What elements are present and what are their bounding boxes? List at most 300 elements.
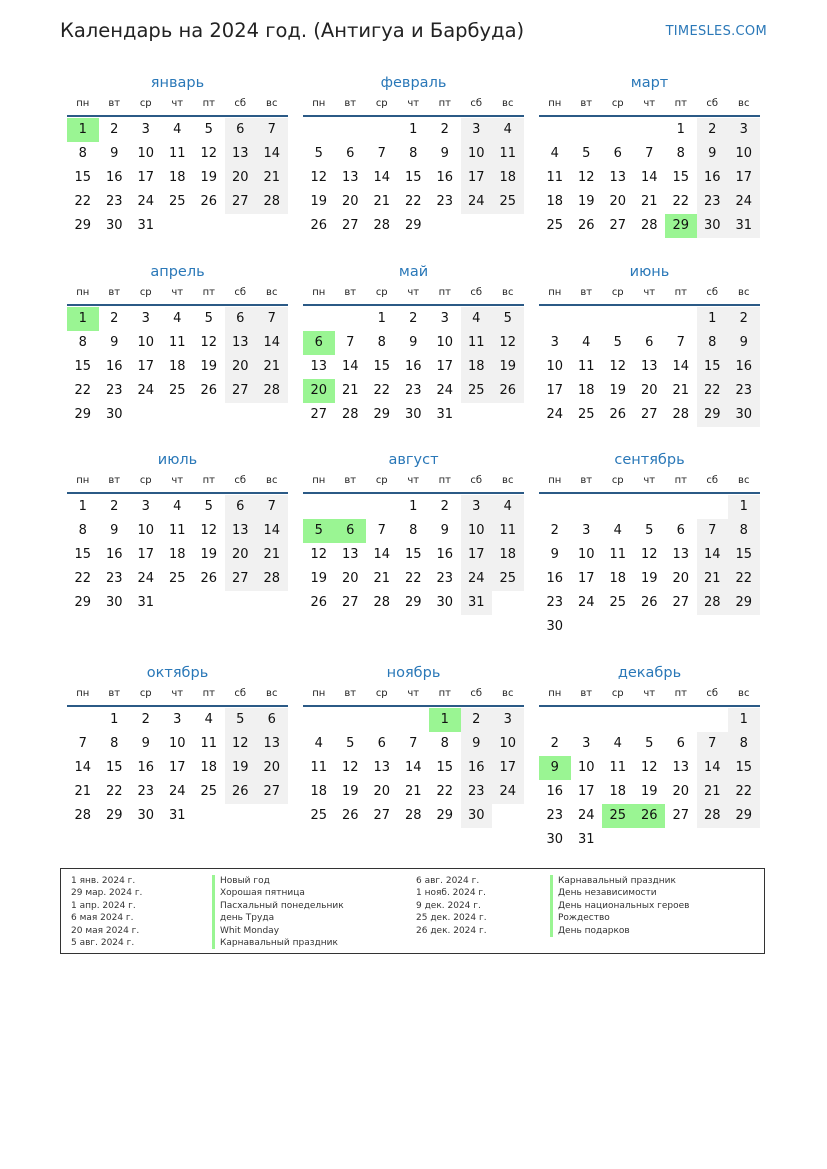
day-cell[interactable]: 28	[256, 190, 288, 214]
day-cell[interactable]: 20	[672, 784, 690, 799]
day-cell[interactable]: 20	[373, 784, 391, 799]
day-cell[interactable]: 28	[697, 804, 729, 828]
day-cell[interactable]: 22	[74, 571, 92, 586]
day-cell[interactable]: 28	[256, 379, 288, 403]
day-cell[interactable]: 27	[672, 595, 690, 610]
holiday-day-cell[interactable]: 9	[539, 756, 571, 780]
day-cell[interactable]: 30	[546, 619, 564, 634]
day-cell[interactable]: 20	[640, 383, 658, 398]
day-cell[interactable]: 2	[461, 708, 493, 732]
day-cell[interactable]: 16	[105, 547, 123, 562]
day-cell[interactable]: 26	[609, 407, 627, 422]
day-cell[interactable]: 26	[200, 571, 218, 586]
day-cell[interactable]: 5	[582, 146, 591, 161]
day-cell[interactable]: 14	[640, 170, 658, 185]
day-cell[interactable]: 14	[256, 142, 288, 166]
day-cell[interactable]: 14	[697, 756, 729, 780]
day-cell[interactable]: 5	[204, 311, 213, 326]
holiday-day-cell[interactable]: 6	[303, 331, 335, 355]
day-cell[interactable]: 18	[577, 383, 595, 398]
day-cell[interactable]: 15	[728, 756, 760, 780]
day-cell[interactable]: 9	[110, 146, 119, 161]
day-cell[interactable]: 29	[436, 808, 454, 823]
day-cell[interactable]: 3	[173, 712, 182, 727]
day-cell[interactable]: 2	[110, 122, 119, 137]
day-cell[interactable]: 29	[404, 595, 422, 610]
day-cell[interactable]: 17	[168, 760, 186, 775]
day-cell[interactable]: 29	[74, 218, 92, 233]
day-cell[interactable]: 22	[697, 379, 729, 403]
day-cell[interactable]: 10	[137, 335, 155, 350]
day-cell[interactable]: 26	[200, 383, 218, 398]
day-cell[interactable]: 30	[461, 804, 493, 828]
day-cell[interactable]: 10	[137, 523, 155, 538]
day-cell[interactable]: 10	[461, 142, 493, 166]
day-cell[interactable]: 26	[640, 595, 658, 610]
day-cell[interactable]: 4	[204, 712, 213, 727]
day-cell[interactable]: 17	[137, 170, 155, 185]
day-cell[interactable]: 9	[697, 142, 729, 166]
day-cell[interactable]: 28	[373, 218, 391, 233]
day-cell[interactable]: 27	[341, 218, 359, 233]
day-cell[interactable]: 12	[200, 335, 218, 350]
day-cell[interactable]: 30	[105, 218, 123, 233]
day-cell[interactable]: 18	[492, 166, 524, 190]
day-cell[interactable]: 8	[409, 146, 418, 161]
day-cell[interactable]: 4	[173, 311, 182, 326]
day-cell[interactable]: 22	[728, 780, 760, 804]
day-cell[interactable]: 24	[577, 595, 595, 610]
day-cell[interactable]: 20	[341, 194, 359, 209]
day-cell[interactable]: 23	[436, 571, 454, 586]
day-cell[interactable]: 29	[728, 591, 760, 615]
day-cell[interactable]: 5	[314, 146, 323, 161]
day-cell[interactable]: 12	[200, 146, 218, 161]
day-cell[interactable]: 25	[492, 190, 524, 214]
day-cell[interactable]: 18	[168, 359, 186, 374]
day-cell[interactable]: 23	[728, 379, 760, 403]
day-cell[interactable]: 4	[613, 523, 622, 538]
day-cell[interactable]: 26	[200, 194, 218, 209]
holiday-day-cell[interactable]: 26	[634, 804, 666, 828]
day-cell[interactable]: 9	[409, 335, 418, 350]
day-cell[interactable]: 29	[373, 407, 391, 422]
day-cell[interactable]: 23	[546, 595, 564, 610]
day-cell[interactable]: 3	[728, 118, 760, 142]
day-cell[interactable]: 27	[640, 407, 658, 422]
day-cell[interactable]: 24	[137, 571, 155, 586]
day-cell[interactable]: 6	[645, 335, 654, 350]
day-cell[interactable]: 10	[546, 359, 564, 374]
day-cell[interactable]: 13	[672, 547, 690, 562]
day-cell[interactable]: 29	[697, 403, 729, 427]
day-cell[interactable]: 13	[225, 331, 257, 355]
day-cell[interactable]: 31	[168, 808, 186, 823]
day-cell[interactable]: 7	[346, 335, 355, 350]
day-cell[interactable]: 4	[461, 307, 493, 331]
day-cell[interactable]: 23	[546, 808, 564, 823]
day-cell[interactable]: 3	[141, 311, 150, 326]
day-cell[interactable]: 12	[310, 547, 328, 562]
day-cell[interactable]: 19	[640, 784, 658, 799]
day-cell[interactable]: 23	[436, 194, 454, 209]
day-cell[interactable]: 29	[728, 804, 760, 828]
day-cell[interactable]: 8	[676, 146, 685, 161]
day-cell[interactable]: 7	[78, 736, 87, 751]
day-cell[interactable]: 26	[577, 218, 595, 233]
day-cell[interactable]: 24	[137, 383, 155, 398]
day-cell[interactable]: 16	[404, 359, 422, 374]
day-cell[interactable]: 15	[373, 359, 391, 374]
day-cell[interactable]: 14	[74, 760, 92, 775]
day-cell[interactable]: 14	[404, 760, 422, 775]
day-cell[interactable]: 20	[256, 756, 288, 780]
day-cell[interactable]: 21	[74, 784, 92, 799]
day-cell[interactable]: 30	[546, 832, 564, 847]
day-cell[interactable]: 22	[105, 784, 123, 799]
day-cell[interactable]: 3	[582, 523, 591, 538]
day-cell[interactable]: 29	[74, 595, 92, 610]
day-cell[interactable]: 9	[110, 523, 119, 538]
day-cell[interactable]: 12	[341, 760, 359, 775]
day-cell[interactable]: 26	[492, 379, 524, 403]
day-cell[interactable]: 31	[137, 218, 155, 233]
day-cell[interactable]: 16	[546, 571, 564, 586]
day-cell[interactable]: 9	[110, 335, 119, 350]
day-cell[interactable]: 22	[404, 571, 422, 586]
day-cell[interactable]: 30	[105, 407, 123, 422]
day-cell[interactable]: 21	[404, 784, 422, 799]
day-cell[interactable]: 13	[310, 359, 328, 374]
day-cell[interactable]: 21	[672, 383, 690, 398]
day-cell[interactable]: 15	[436, 760, 454, 775]
day-cell[interactable]: 8	[697, 331, 729, 355]
day-cell[interactable]: 8	[78, 523, 87, 538]
day-cell[interactable]: 17	[577, 571, 595, 586]
day-cell[interactable]: 22	[74, 194, 92, 209]
day-cell[interactable]: 8	[377, 335, 386, 350]
day-cell[interactable]: 12	[640, 760, 658, 775]
day-cell[interactable]: 4	[173, 122, 182, 137]
day-cell[interactable]: 23	[697, 190, 729, 214]
day-cell[interactable]: 22	[436, 784, 454, 799]
day-cell[interactable]: 14	[697, 543, 729, 567]
day-cell[interactable]: 28	[697, 591, 729, 615]
day-cell[interactable]: 28	[373, 595, 391, 610]
day-cell[interactable]: 14	[373, 547, 391, 562]
day-cell[interactable]: 20	[609, 194, 627, 209]
day-cell[interactable]: 12	[225, 732, 257, 756]
day-cell[interactable]: 7	[645, 146, 654, 161]
day-cell[interactable]: 30	[404, 407, 422, 422]
day-cell[interactable]: 19	[609, 383, 627, 398]
day-cell[interactable]: 17	[137, 359, 155, 374]
day-cell[interactable]: 31	[728, 214, 760, 238]
day-cell[interactable]: 27	[609, 218, 627, 233]
day-cell[interactable]: 21	[640, 194, 658, 209]
day-cell[interactable]: 23	[137, 784, 155, 799]
day-cell[interactable]: 15	[74, 359, 92, 374]
day-cell[interactable]: 18	[492, 543, 524, 567]
day-cell[interactable]: 21	[373, 571, 391, 586]
day-cell[interactable]: 2	[409, 311, 418, 326]
day-cell[interactable]: 14	[256, 519, 288, 543]
day-cell[interactable]: 27	[256, 780, 288, 804]
day-cell[interactable]: 6	[256, 708, 288, 732]
day-cell[interactable]: 14	[373, 170, 391, 185]
day-cell[interactable]: 10	[168, 736, 186, 751]
day-cell[interactable]: 18	[461, 355, 493, 379]
day-cell[interactable]: 25	[168, 571, 186, 586]
day-cell[interactable]: 29	[74, 407, 92, 422]
day-cell[interactable]: 20	[225, 543, 257, 567]
day-cell[interactable]: 11	[200, 736, 218, 751]
day-cell[interactable]: 9	[440, 523, 449, 538]
day-cell[interactable]: 24	[492, 780, 524, 804]
day-cell[interactable]: 21	[697, 780, 729, 804]
day-cell[interactable]: 11	[168, 146, 186, 161]
day-cell[interactable]: 3	[550, 335, 559, 350]
day-cell[interactable]: 25	[609, 595, 627, 610]
day-cell[interactable]: 18	[168, 170, 186, 185]
day-cell[interactable]: 2	[550, 523, 559, 538]
day-cell[interactable]: 15	[74, 547, 92, 562]
day-cell[interactable]: 26	[225, 780, 257, 804]
day-cell[interactable]: 1	[377, 311, 386, 326]
day-cell[interactable]: 11	[609, 760, 627, 775]
day-cell[interactable]: 25	[492, 567, 524, 591]
day-cell[interactable]: 20	[225, 355, 257, 379]
day-cell[interactable]: 19	[200, 170, 218, 185]
day-cell[interactable]: 3	[440, 311, 449, 326]
day-cell[interactable]: 15	[672, 170, 690, 185]
site-link[interactable]: TIMESLES.COM	[665, 24, 767, 39]
day-cell[interactable]: 15	[105, 760, 123, 775]
day-cell[interactable]: 1	[78, 499, 87, 514]
day-cell[interactable]: 8	[78, 335, 87, 350]
day-cell[interactable]: 22	[728, 567, 760, 591]
day-cell[interactable]: 31	[137, 595, 155, 610]
day-cell[interactable]: 4	[173, 499, 182, 514]
day-cell[interactable]: 8	[409, 523, 418, 538]
day-cell[interactable]: 7	[409, 736, 418, 751]
day-cell[interactable]: 25	[577, 407, 595, 422]
day-cell[interactable]: 5	[204, 122, 213, 137]
day-cell[interactable]: 14	[256, 331, 288, 355]
day-cell[interactable]: 19	[200, 547, 218, 562]
day-cell[interactable]: 16	[697, 166, 729, 190]
day-cell[interactable]: 28	[74, 808, 92, 823]
day-cell[interactable]: 15	[404, 170, 422, 185]
day-cell[interactable]: 7	[697, 519, 729, 543]
day-cell[interactable]: 6	[346, 146, 355, 161]
day-cell[interactable]: 25	[168, 383, 186, 398]
day-cell[interactable]: 13	[225, 519, 257, 543]
day-cell[interactable]: 21	[697, 567, 729, 591]
day-cell[interactable]: 16	[436, 170, 454, 185]
day-cell[interactable]: 9	[550, 547, 559, 562]
day-cell[interactable]: 19	[310, 194, 328, 209]
day-cell[interactable]: 25	[461, 379, 493, 403]
day-cell[interactable]: 31	[436, 407, 454, 422]
day-cell[interactable]: 19	[200, 359, 218, 374]
day-cell[interactable]: 8	[78, 146, 87, 161]
day-cell[interactable]: 28	[640, 218, 658, 233]
day-cell[interactable]: 5	[645, 736, 654, 751]
day-cell[interactable]: 11	[492, 519, 524, 543]
day-cell[interactable]: 22	[672, 194, 690, 209]
day-cell[interactable]: 19	[341, 784, 359, 799]
day-cell[interactable]: 11	[168, 335, 186, 350]
day-cell[interactable]: 20	[672, 571, 690, 586]
day-cell[interactable]: 10	[492, 732, 524, 756]
holiday-day-cell[interactable]: 1	[67, 118, 99, 142]
day-cell[interactable]: 27	[310, 407, 328, 422]
day-cell[interactable]: 10	[137, 146, 155, 161]
day-cell[interactable]: 13	[225, 142, 257, 166]
day-cell[interactable]: 31	[577, 832, 595, 847]
day-cell[interactable]: 4	[492, 495, 524, 519]
holiday-day-cell[interactable]: 29	[665, 214, 697, 238]
day-cell[interactable]: 1	[728, 708, 760, 732]
day-cell[interactable]: 26	[310, 595, 328, 610]
day-cell[interactable]: 4	[314, 736, 323, 751]
day-cell[interactable]: 28	[256, 567, 288, 591]
day-cell[interactable]: 2	[440, 499, 449, 514]
day-cell[interactable]: 23	[461, 780, 493, 804]
day-cell[interactable]: 17	[436, 359, 454, 374]
day-cell[interactable]: 20	[341, 571, 359, 586]
day-cell[interactable]: 16	[105, 359, 123, 374]
day-cell[interactable]: 13	[672, 760, 690, 775]
day-cell[interactable]: 16	[137, 760, 155, 775]
day-cell[interactable]: 22	[404, 194, 422, 209]
day-cell[interactable]: 15	[697, 355, 729, 379]
day-cell[interactable]: 24	[577, 808, 595, 823]
day-cell[interactable]: 17	[492, 756, 524, 780]
day-cell[interactable]: 5	[645, 523, 654, 538]
day-cell[interactable]: 5	[204, 499, 213, 514]
day-cell[interactable]: 30	[728, 403, 760, 427]
day-cell[interactable]: 7	[256, 307, 288, 331]
day-cell[interactable]: 24	[728, 190, 760, 214]
day-cell[interactable]: 15	[74, 170, 92, 185]
day-cell[interactable]: 12	[310, 170, 328, 185]
day-cell[interactable]: 17	[546, 383, 564, 398]
day-cell[interactable]: 21	[256, 543, 288, 567]
day-cell[interactable]: 21	[341, 383, 359, 398]
day-cell[interactable]: 1	[676, 122, 685, 137]
day-cell[interactable]: 1	[697, 307, 729, 331]
day-cell[interactable]: 24	[461, 190, 493, 214]
day-cell[interactable]: 3	[461, 495, 493, 519]
day-cell[interactable]: 1	[409, 499, 418, 514]
day-cell[interactable]: 7	[256, 495, 288, 519]
day-cell[interactable]: 6	[377, 736, 386, 751]
day-cell[interactable]: 15	[404, 547, 422, 562]
day-cell[interactable]: 19	[310, 571, 328, 586]
day-cell[interactable]: 4	[613, 736, 622, 751]
day-cell[interactable]: 30	[436, 595, 454, 610]
day-cell[interactable]: 10	[461, 519, 493, 543]
day-cell[interactable]: 19	[225, 756, 257, 780]
day-cell[interactable]: 23	[105, 383, 123, 398]
day-cell[interactable]: 9	[461, 732, 493, 756]
day-cell[interactable]: 10	[436, 335, 454, 350]
day-cell[interactable]: 23	[105, 571, 123, 586]
day-cell[interactable]: 1	[728, 495, 760, 519]
day-cell[interactable]: 29	[105, 808, 123, 823]
day-cell[interactable]: 24	[436, 383, 454, 398]
day-cell[interactable]: 25	[546, 218, 564, 233]
day-cell[interactable]: 17	[461, 543, 493, 567]
day-cell[interactable]: 8	[110, 736, 119, 751]
day-cell[interactable]: 16	[105, 170, 123, 185]
day-cell[interactable]: 2	[550, 736, 559, 751]
day-cell[interactable]: 31	[461, 591, 493, 615]
day-cell[interactable]: 20	[225, 166, 257, 190]
day-cell[interactable]: 28	[404, 808, 422, 823]
day-cell[interactable]: 8	[728, 732, 760, 756]
day-cell[interactable]: 7	[377, 146, 386, 161]
day-cell[interactable]: 17	[461, 166, 493, 190]
day-cell[interactable]: 1	[409, 122, 418, 137]
day-cell[interactable]: 17	[137, 547, 155, 562]
holiday-day-cell[interactable]: 5	[303, 519, 335, 543]
day-cell[interactable]: 3	[461, 118, 493, 142]
day-cell[interactable]: 11	[577, 359, 595, 374]
day-cell[interactable]: 11	[492, 142, 524, 166]
day-cell[interactable]: 6	[676, 523, 685, 538]
day-cell[interactable]: 17	[728, 166, 760, 190]
day-cell[interactable]: 6	[225, 118, 257, 142]
day-cell[interactable]: 2	[440, 122, 449, 137]
holiday-day-cell[interactable]: 1	[429, 708, 461, 732]
day-cell[interactable]: 2	[110, 499, 119, 514]
day-cell[interactable]: 2	[697, 118, 729, 142]
day-cell[interactable]: 13	[640, 359, 658, 374]
holiday-day-cell[interactable]: 20	[303, 379, 335, 403]
day-cell[interactable]: 3	[141, 499, 150, 514]
day-cell[interactable]: 5	[346, 736, 355, 751]
day-cell[interactable]: 30	[697, 214, 729, 238]
day-cell[interactable]: 5	[492, 307, 524, 331]
day-cell[interactable]: 13	[609, 170, 627, 185]
day-cell[interactable]: 3	[141, 122, 150, 137]
day-cell[interactable]: 12	[200, 523, 218, 538]
day-cell[interactable]: 5	[613, 335, 622, 350]
day-cell[interactable]: 16	[436, 547, 454, 562]
day-cell[interactable]: 16	[546, 784, 564, 799]
day-cell[interactable]: 7	[256, 118, 288, 142]
day-cell[interactable]: 30	[105, 595, 123, 610]
day-cell[interactable]: 4	[582, 335, 591, 350]
day-cell[interactable]: 12	[577, 170, 595, 185]
day-cell[interactable]: 11	[546, 170, 564, 185]
day-cell[interactable]: 27	[672, 808, 690, 823]
day-cell[interactable]: 18	[310, 784, 328, 799]
day-cell[interactable]: 7	[377, 523, 386, 538]
day-cell[interactable]: 21	[256, 355, 288, 379]
day-cell[interactable]: 19	[640, 571, 658, 586]
holiday-day-cell[interactable]: 25	[602, 804, 634, 828]
day-cell[interactable]: 23	[105, 194, 123, 209]
day-cell[interactable]: 28	[341, 407, 359, 422]
day-cell[interactable]: 7	[676, 335, 685, 350]
day-cell[interactable]: 16	[728, 355, 760, 379]
holiday-day-cell[interactable]: 1	[67, 307, 99, 331]
day-cell[interactable]: 18	[168, 547, 186, 562]
